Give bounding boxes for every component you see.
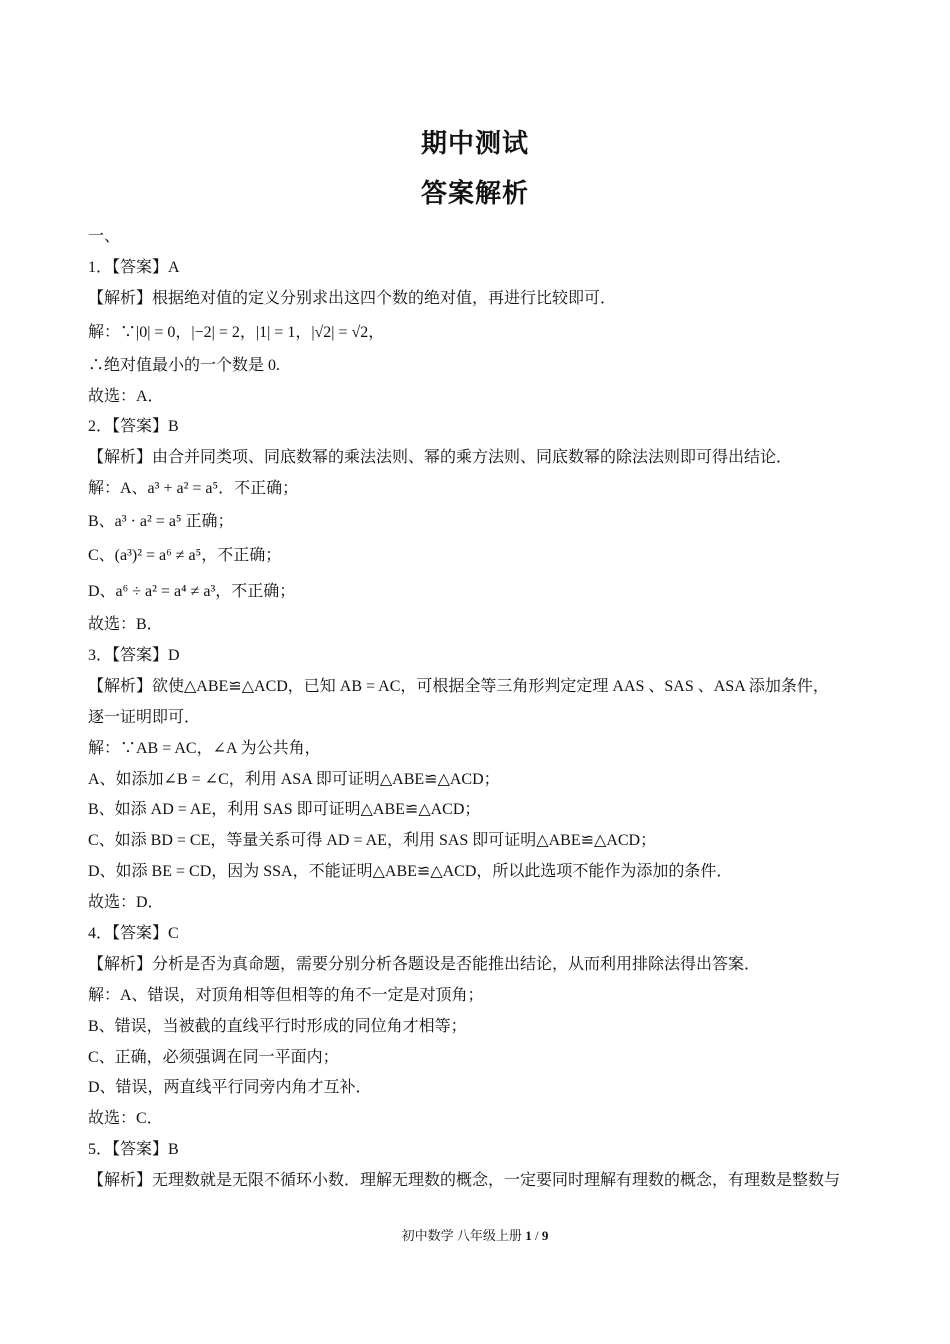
text-line: C、(a³)² = a⁶ ≠ a⁵，不正确；: [88, 547, 282, 565]
text-line: 5．【答案】B: [88, 1141, 179, 1159]
text-line: A、如添加∠B = ∠C，利用 ASA 即可证明△ABE≌△ACD；: [88, 770, 500, 788]
text-line: 解：A、错误，对顶角相等但相等的角不一定是对顶角；: [88, 986, 484, 1004]
text-line: 故选：B．: [88, 616, 163, 634]
text-line: 故选：D．: [88, 894, 164, 912]
text-line: 逐一证明即可．: [88, 708, 201, 726]
text-line: 【解析】无理数就是无限不循环小数．理解无理数的概念，一定要同时理解有理数的概念，有理数是整数与: [88, 1172, 841, 1190]
text-line: 解：∵AB = AC，∠A 为公共角，: [88, 739, 321, 757]
text-line: B、如添 AD = AE，利用 SAS 即可证明△ABE≌△ACD；: [88, 801, 481, 819]
text-line: ∴绝对值最小的一个数是 0.: [88, 356, 281, 374]
text-line: 解：∵|0| = 0，|−2| = 2，|1| = 1，|√2| = √2，: [88, 323, 385, 341]
footer-page-number: 1: [525, 1228, 532, 1243]
document-subtitle: 答案解析: [420, 179, 529, 209]
text-line: 【解析】由合并同类项、同底数幂的乘法法则、幂的乘方法则、同底数幂的除法法则即可得出结论．: [88, 449, 793, 467]
text-line: 【解析】根据绝对值的定义分别求出这四个数的绝对值，再进行比较即可．: [88, 289, 617, 307]
text-line: 2．【答案】B: [88, 418, 179, 436]
text-line: C、如添 BD = CE，等量关系可得 AD = AE，利用 SAS 即可证明△ABE≌△ACD；: [88, 832, 657, 850]
footer-label: 初中数学 八年级上册: [401, 1228, 522, 1243]
document-title: 期中测试: [420, 129, 529, 159]
text-line: 1．【答案】A: [88, 258, 180, 276]
text-line: D、a⁶ ÷ a² = a⁴ ≠ a³，不正确；: [88, 583, 296, 601]
text-line: 故选：C．: [88, 1110, 163, 1128]
text-line: B、a³ · a² = a⁵ 正确；: [88, 513, 234, 531]
text-line: 【解析】欲使△ABE≌△ACD，已知 AB = AC，可根据全等三角形判定定理 AAS 、SAS 、ASA 添加条件，: [88, 677, 829, 695]
text-line: 解：A、a³ + a² = a⁵．不正确；: [88, 480, 299, 498]
text-line: 故选：A．: [88, 387, 164, 405]
footer-separator: /: [534, 1228, 539, 1243]
footer-page-total: 9: [541, 1228, 549, 1243]
text-line: 3．【答案】D: [88, 647, 180, 665]
text-line: 【解析】分析是否为真命题，需要分别分析各题设是否能推出结论，从而利用排除法得出答案．: [88, 955, 761, 973]
text-line: 一、: [88, 228, 121, 245]
text-line: C、正确，必须强调在同一平面内；: [88, 1048, 339, 1066]
page-footer: [0, 1225, 950, 1244]
text-line: D、错误，两直线平行同旁内角才互补．: [88, 1079, 372, 1097]
text-line: 4．【答案】C: [88, 925, 179, 943]
answer-body: [88, 222, 878, 1197]
text-line: B、错误，当被截的直线平行时形成的同位角才相等；: [88, 1017, 467, 1035]
text-line: D、如添 BE = CD，因为 SSA，不能证明△ABE≌△ACD，所以此选项不能作为添加的条件．: [88, 863, 733, 881]
